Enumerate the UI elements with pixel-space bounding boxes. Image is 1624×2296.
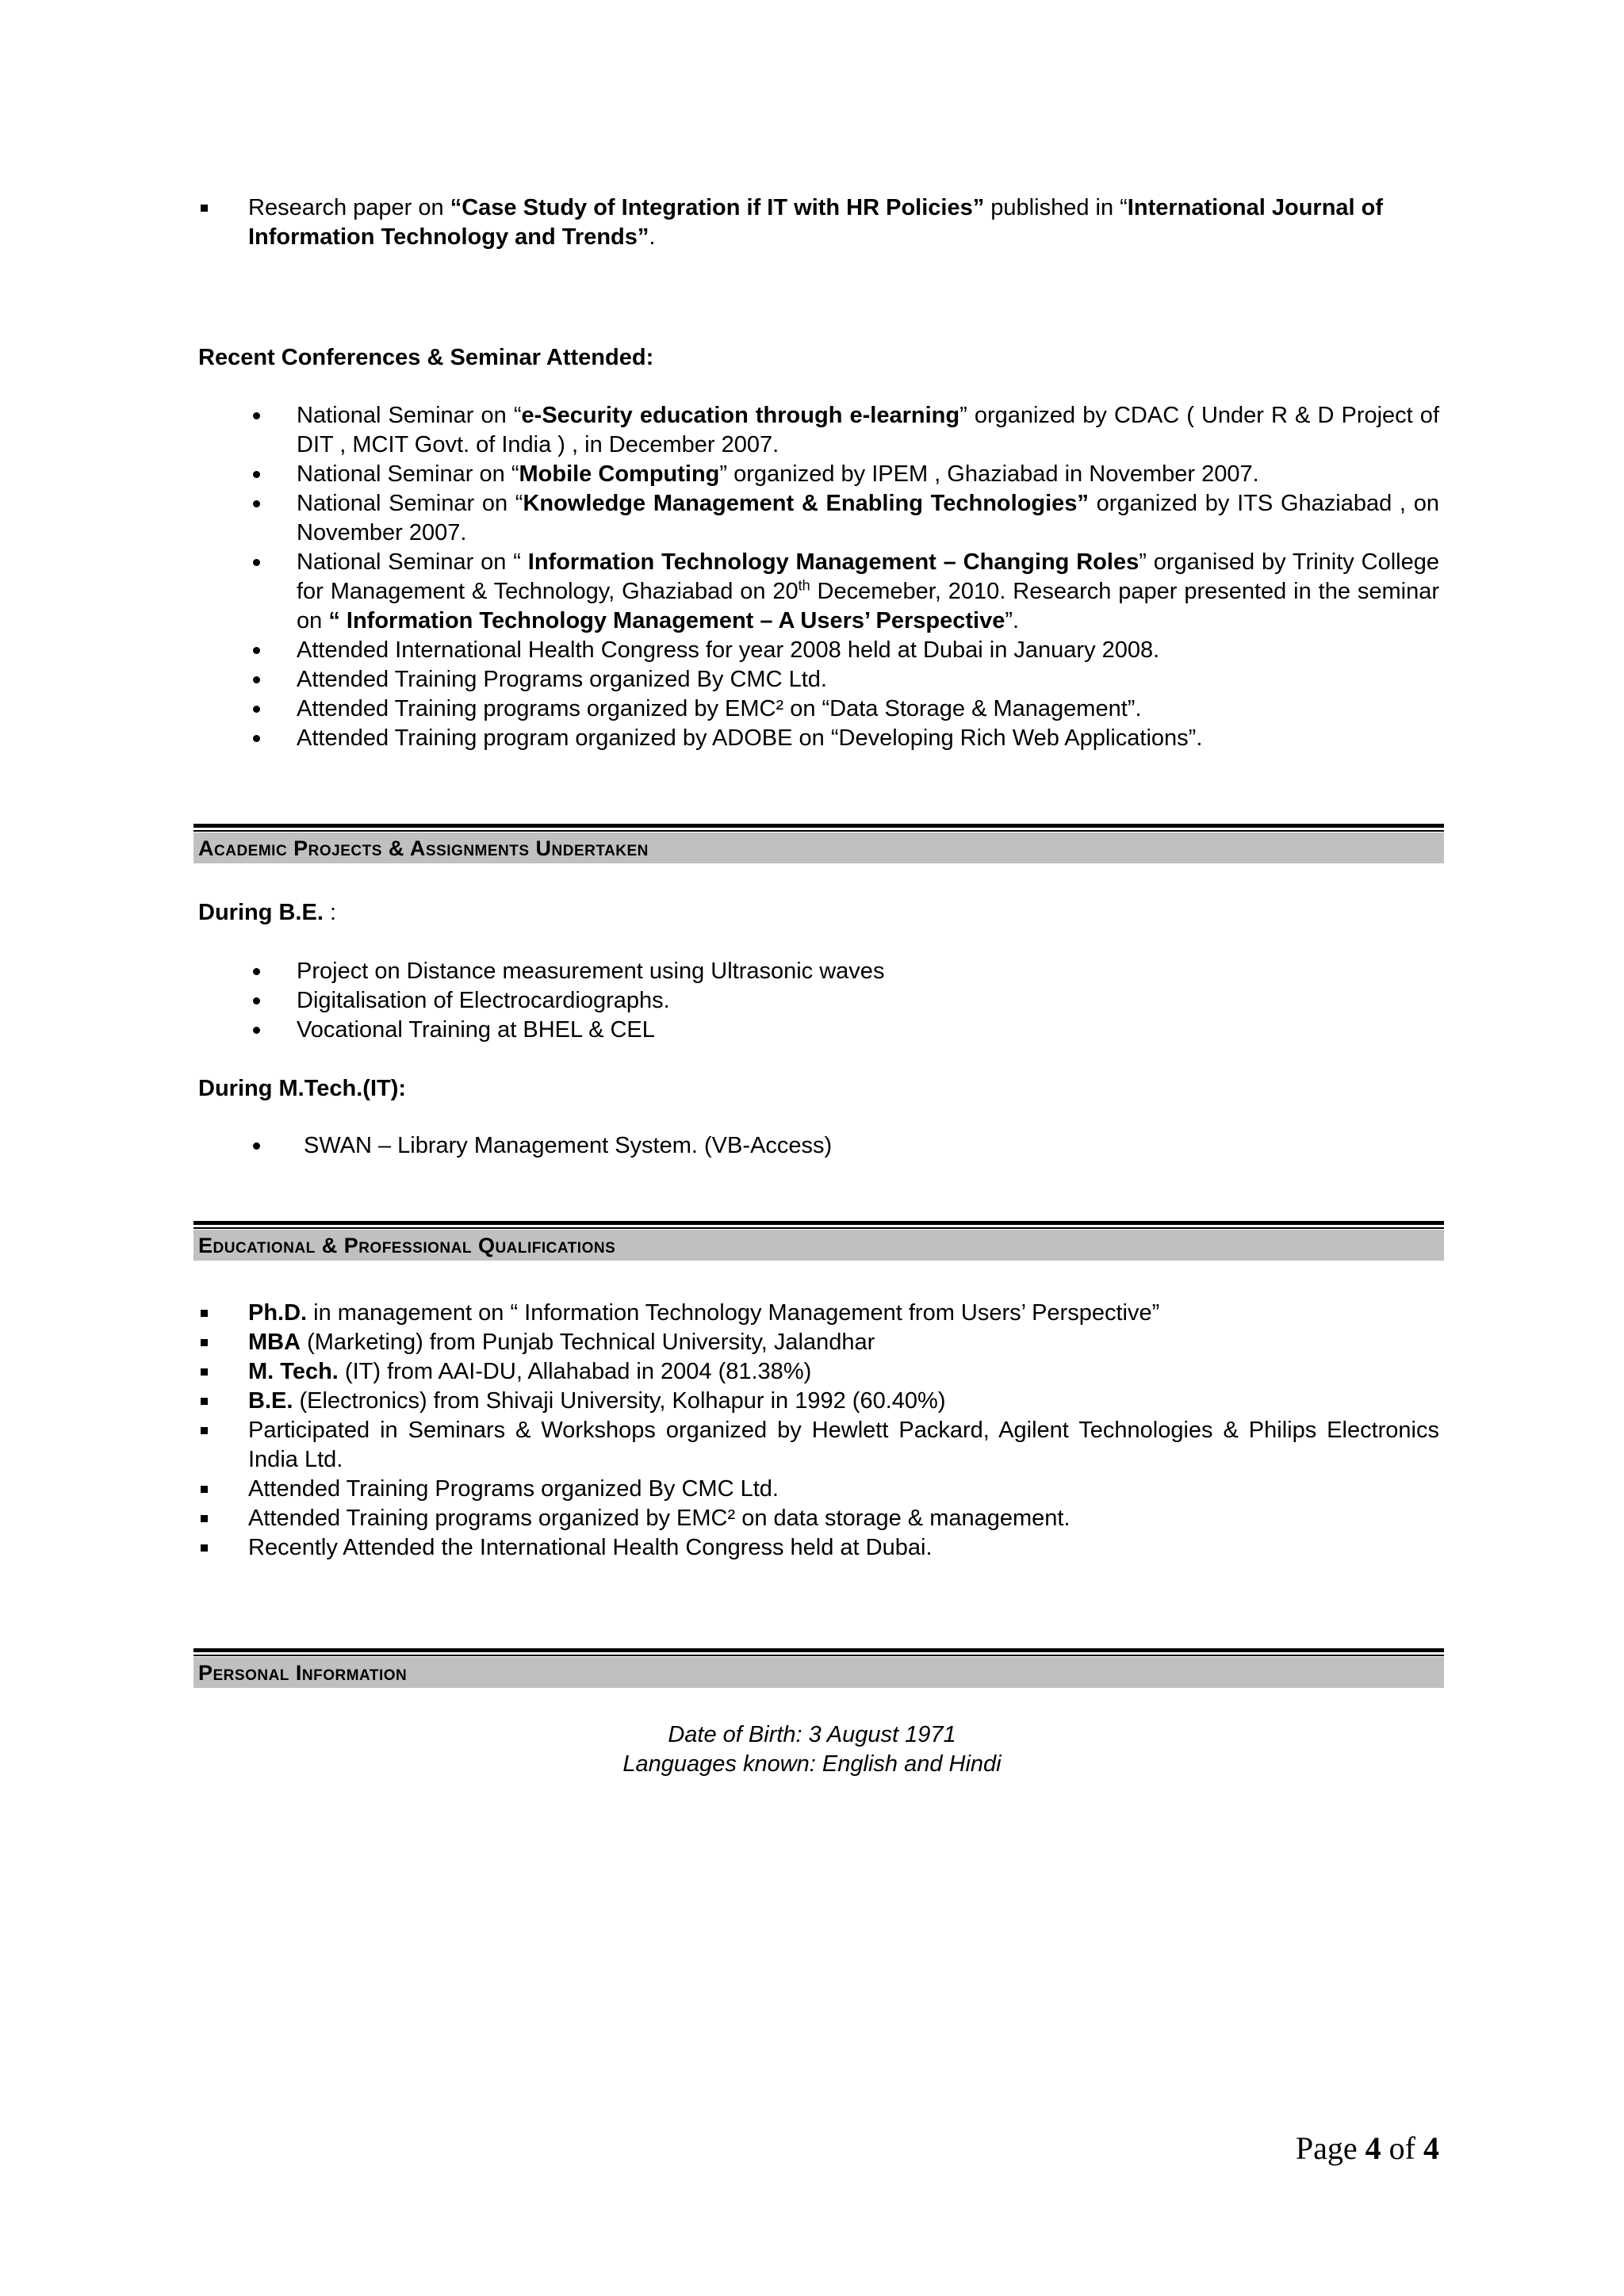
list-item: MBA (Marketing) from Punjab Technical University, Jalandhar: [198, 1328, 1439, 1357]
section-title: Educational & Professional Qualifications: [198, 1234, 616, 1257]
conference-item: National Seminar on “Knowledge Management & Enabling Technologies” organized by ITS Ghaziabad , on November 2007.: [248, 489, 1439, 548]
conference-item: Attended Training programs organized by EMC² on “Data Storage & Management”.: [248, 695, 1439, 724]
conference-item: Attended International Health Congress for year 2008 held at Dubai in January 2008.: [248, 636, 1439, 665]
list-item: Project on Distance measurement using Ultrasonic waves: [248, 957, 1439, 986]
be-projects-list: [248, 957, 1439, 1045]
conference-item: National Seminar on “Mobile Computing” organized by IPEM , Ghaziabad in November 2007.: [248, 460, 1439, 489]
research-text: published in “: [984, 195, 1128, 220]
conferences-list: [248, 401, 1439, 753]
research-item: [198, 193, 1439, 252]
list-item: SWAN – Library Management System. (VB-Access): [248, 1131, 1439, 1161]
research-text: Research paper on: [248, 195, 450, 220]
list-item: Attended Training programs organized by EMC² on data storage & management.: [198, 1504, 1439, 1533]
page-number: Page 4 of 4: [1295, 2130, 1439, 2166]
list-item: Participated in Seminars & Workshops organized by Hewlett Packard, Agilent Technologies & Philips Electronics India Ltd.: [198, 1416, 1439, 1475]
date-of-birth: Date of Birth: 3 August 1971: [668, 1722, 956, 1747]
section-title: Personal Information: [198, 1661, 408, 1685]
list-item: B.E. (Electronics) from Shivaji University, Kolhapur in 1992 (60.40%): [198, 1387, 1439, 1416]
conference-item: Attended Training program organized by ADOBE on “Developing Rich Web Applications”.: [248, 724, 1439, 753]
section-header-personal: [193, 1648, 1444, 1688]
research-journal: International Journal of Information Technology and Trends”: [248, 195, 1384, 250]
conference-item: Attended Training Programs organized By CMC Ltd.: [248, 665, 1439, 695]
conferences-heading: Recent Conferences & Seminar Attended:: [198, 345, 654, 370]
list-item: Attended Training Programs organized By CMC Ltd.: [198, 1475, 1439, 1504]
conference-item: National Seminar on “ Information Technology Management – Changing Roles” organised by Trinity College for Management & Technology, Ghaziabad on 20th Decemeber, 2010. Research paper presented in the seminar on “ Information Technology Management – A Users’ Perspective”.: [248, 548, 1439, 636]
list-item: M. Tech. (IT) from AAI-DU, Allahabad in 2004 (81.38%): [198, 1357, 1439, 1387]
research-text: .: [649, 224, 656, 250]
list-item: Ph.D. in management on “ Information Technology Management from Users’ Perspective”: [198, 1299, 1439, 1328]
languages-known: Languages known: English and Hindi: [622, 1751, 1002, 1777]
mtech-label: During M.Tech.(IT):: [198, 1076, 407, 1101]
conference-item: National Seminar on “e-Security education through e-learning” organized by CDAC ( Under R & D Project of DIT , MCIT Govt. of India ) , in December 2007.: [248, 401, 1439, 460]
section-title: Academic Projects & Assignments Undertaken: [198, 836, 649, 860]
list-item: Digitalisation of Electrocardiographs.: [248, 986, 1439, 1016]
mtech-projects-list: [248, 1131, 1439, 1161]
research-list: [198, 193, 1439, 252]
education-list: [198, 1299, 1439, 1563]
research-title: “Case Study of Integration if IT with HR Policies”: [450, 195, 985, 220]
list-item: Vocational Training at BHEL & CEL: [248, 1016, 1439, 1045]
section-header-academic: [193, 824, 1444, 863]
be-label: During B.E. :: [198, 900, 337, 925]
list-item: Recently Attended the International Health Congress held at Dubai.: [198, 1533, 1439, 1563]
section-header-education: [193, 1221, 1444, 1261]
